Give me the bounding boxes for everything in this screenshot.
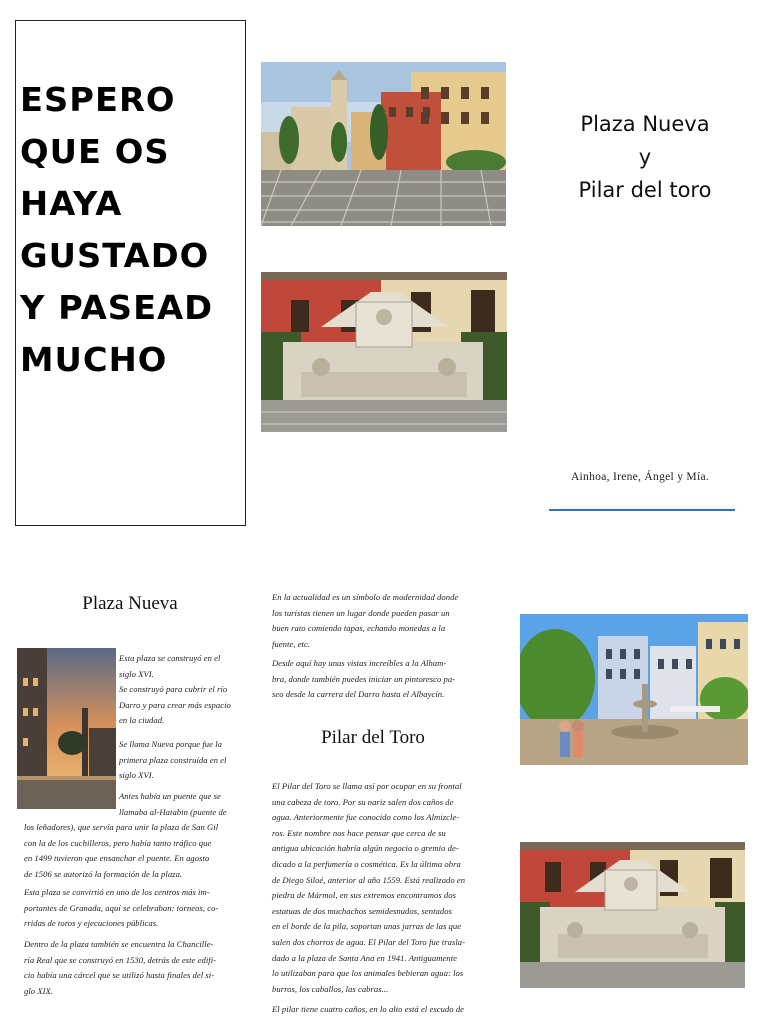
text-line: Se construyó para cubrir el río bbox=[119, 684, 228, 695]
text-line: portantes de Granada, aquí se celebraban: torneos, co- bbox=[24, 902, 219, 913]
text-line: los turistas tienen un lugar donde pueden pasar un bbox=[272, 607, 450, 618]
pilar-del-toro-fountain-photo bbox=[261, 272, 507, 432]
plaza-nueva-sunset-photo bbox=[17, 648, 116, 809]
closing-message-line: HAYA bbox=[20, 184, 123, 223]
text-line: En la actualidad es un símbolo de modernidad donde bbox=[272, 592, 459, 602]
paragraph-plaza-center bbox=[24, 885, 218, 932]
text-line: lo utilizaban para que los animales bebieran agua: los bbox=[272, 968, 464, 979]
plaza-nueva-church-photo bbox=[261, 62, 506, 226]
text-line: bra, donde también puedes iniciar un pintoresco pa- bbox=[272, 673, 456, 684]
paragraph-modern-plaza bbox=[272, 590, 458, 652]
closing-message-line: QUE OS bbox=[20, 132, 170, 171]
paragraph-views bbox=[272, 656, 455, 703]
authors: Ainhoa, Irene, Ángel y Mía. bbox=[570, 471, 710, 483]
text-line: de Diego Siloé, anterior al año 1559. Está realizado en bbox=[272, 874, 466, 885]
paragraph-pilar-history bbox=[272, 779, 465, 997]
text-line: El Pilar del Toro se llama así por ocupar en su frontal bbox=[272, 781, 462, 791]
closing-message-line: GUSTADO bbox=[20, 236, 210, 275]
cover-title-line: y bbox=[638, 145, 652, 169]
text-line: Darro y para crear más espacio bbox=[119, 699, 231, 710]
text-line: estatuas de dos muchachos semidesnudos, sentados bbox=[272, 905, 452, 916]
text-line: Esta plaza se convirtió en uno de los centros más im- bbox=[24, 887, 210, 897]
text-line: Dentro de la plaza también se encuentra la Chancille- bbox=[24, 939, 214, 949]
text-line: siglo XVI. bbox=[119, 770, 154, 781]
closing-message-box bbox=[15, 20, 246, 526]
text-line: buen rato comiendo tapas, echando monedas a la bbox=[272, 623, 446, 634]
closing-message-line: Y PASEAD bbox=[20, 288, 214, 327]
cover-title-line: Pilar del toro bbox=[578, 178, 712, 202]
text-line: burros, los caballos, las cabras... bbox=[272, 983, 389, 994]
pilar-del-toro-fountain-photo-2 bbox=[520, 842, 745, 988]
text-line: salen dos chorros de agua. El Pilar del Toro fue trasla- bbox=[272, 936, 466, 947]
closing-message-line: ESPERO bbox=[20, 80, 176, 119]
text-line: en 1499 tuvieron que ensanchar el puente. En agosto bbox=[24, 853, 210, 864]
text-line: piedra de Mármol, en sus extremos encontramos dos bbox=[272, 890, 457, 901]
paragraph-plaza-chancilleria bbox=[24, 937, 216, 999]
text-line: dicado a la perfumería o cosmética. Es la última obra bbox=[272, 858, 461, 869]
text-line: en el borde de la pila, soportan unas jarras de las que bbox=[272, 921, 462, 932]
cover-title-line: Plaza Nueva bbox=[580, 112, 710, 136]
text-line: primera plaza construída en el bbox=[119, 754, 227, 765]
text-line: Antes había un puente que se bbox=[119, 791, 221, 801]
text-line: en la ciudad. bbox=[119, 715, 165, 726]
section-heading-pilar-del-toro: Pilar del Toro bbox=[321, 727, 425, 748]
cover-title bbox=[540, 108, 750, 207]
closing-message-line: MUCHO bbox=[20, 340, 168, 379]
text-line: dado a la plaza de Santa Ana en 1941. Antiguamente bbox=[272, 952, 458, 963]
section-heading-plaza-nueva: Plaza Nueva bbox=[82, 593, 178, 614]
text-line: ría Real que se construyó en 1530, detrás de este edifi- bbox=[24, 954, 217, 965]
text-line: Esta plaza se construyó en el bbox=[119, 653, 221, 663]
divider-line bbox=[549, 509, 735, 511]
paragraph-plaza-bridge-cont bbox=[24, 820, 218, 882]
text-line: llamaba al-Hatabin (puente de bbox=[119, 806, 227, 817]
plaza-nueva-fountain-square-photo bbox=[520, 614, 748, 765]
text-line: agua. Anteriormente fue conocido como los Almizcle- bbox=[272, 812, 460, 823]
text-line: una cabeza de toro. Por su nariz salen dos caños de bbox=[272, 796, 454, 807]
text-line: los leñadores), que servía para unir la plaza de San Gil bbox=[24, 822, 219, 832]
text-line: cio había una cárcel que se utilizó hasta finales del si- bbox=[24, 970, 215, 981]
text-line: ros. Este nombre nos hace pensar que cerca de su bbox=[272, 827, 446, 838]
paragraph-plaza-name bbox=[119, 737, 226, 784]
text-line: fuente, etc. bbox=[272, 638, 311, 649]
text-line: Desde aquí hay unas vistas increíbles a la Alham- bbox=[272, 658, 447, 668]
text-line: Se llama Nueva porque fue la bbox=[119, 739, 222, 749]
paragraph-plaza-bridge bbox=[119, 789, 227, 820]
paragraph-pilar-details bbox=[272, 1002, 464, 1018]
text-line: El pilar tiene cuatro caños, en lo alto está el escudo de bbox=[272, 1004, 465, 1014]
paragraph-plaza-intro bbox=[119, 651, 231, 729]
text-line: seo desde la carrera del Darro hasta el Albaycín. bbox=[272, 689, 445, 700]
text-line: antigua ubicación habría algún negocio o gremio de- bbox=[272, 843, 459, 854]
text-line: glo XIX. bbox=[24, 985, 54, 996]
text-line: siglo XVI. bbox=[119, 668, 154, 679]
text-line: de 1506 se autorizó la formación de la plaza. bbox=[24, 868, 183, 879]
text-line: con la de los cuchilleros, pero había tanto tráfico que bbox=[24, 837, 212, 848]
text-line: rridas de toros y ejecuciones públicas. bbox=[24, 918, 159, 929]
